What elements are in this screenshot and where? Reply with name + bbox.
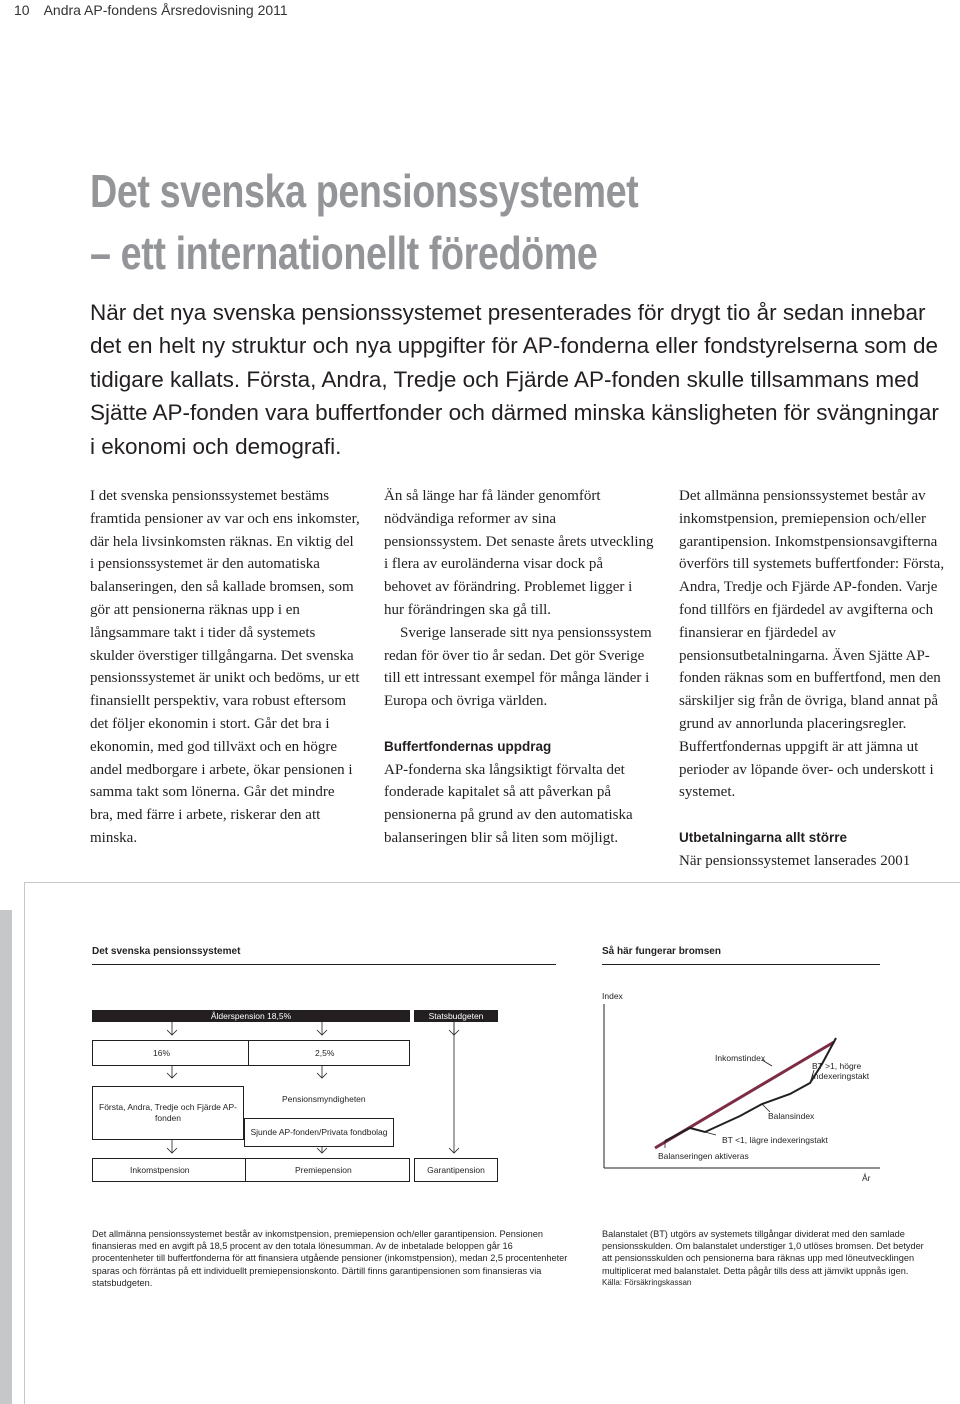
figure-left-caption: Det allmänna pensionssystemet består av inkomstpension, premiepension och/eller garantipension. Pensionen finansieras med en avgift på 18,5 procent av den totala lönesumman. Av de inbetalade beloppen går 16 procentenheter till buffertfonderna för att finansiera utgående pensioner (inkomstpension), medan 2,5 procentenheter sparas och förräntas på ett individuellt premiepensionskonto. Därtill finns garantipensionen som finansieras via statsbudgeten. <box>92 1229 568 1288</box>
balansindex-label: Balansindex <box>768 1111 815 1121</box>
col2-paragraph-3: AP-fonderna ska långsiktigt förvalta det fonderade kapitalet så att påverkan på pensionerna på grund av den automatiska balanseringen blir så liten som möjligt. <box>384 761 633 846</box>
col2-paragraph-1: Än så länge har få länder genomfört nödvändiga reformer av sina pensionssystem. Det senaste årets utveckling i flera av euroländerna visar dock på behovet av förändring. Problemet ligger i hur förändringen ska gå till. <box>384 488 654 618</box>
pensionsmyndigheten-label: Pensionsmyndigheten <box>282 1094 366 1104</box>
col2-heading: Buffertfondernas uppdrag <box>384 738 552 754</box>
title-line-2: – ett internationellt föredöme <box>90 227 598 279</box>
col3-paragraph-2: När pensionssystemet lanserades 2001 <box>679 852 911 869</box>
col2-paragraph-2: Sverige lanserade sitt nya pensionssystem redan för över tio år sedan. Det gör Sverige till ett intressant exempel för många länder i Europa och övriga världen. <box>384 624 652 710</box>
bt-low-label: BT <1, lägre indexeringstakt <box>722 1135 828 1145</box>
figure-left-title: Det svenska pensionssystemet <box>92 946 241 957</box>
chart-y-axis-label: Index <box>602 991 623 1001</box>
alderspension-bar: Ålderspension 18,5% <box>92 1010 410 1022</box>
statsbudgeten-bar: Statsbudgeten <box>414 1010 498 1022</box>
premiepension-label: Premiepension <box>295 1165 352 1175</box>
pct-25-label: 2,5% <box>315 1048 335 1058</box>
col3-paragraph-1: Det allmänna pensionssystemet består av inkomstpension, premiepension och/eller garantipension. Inkomstpensionsavgifterna överförs till systemets buffertfonder: Första, Andra, Tredje och Fjärde AP-fonden. Varje fond tillförs en fjärdedel av avgifterna och finansierar en fjärdedel av pensionsutbetalningarna. Även Sjätte AP-fonden räknas som en buffertfond, men den särskiljer sig från de övriga, bland annat på grund av annorlunda placeringsregler. Buffertfondernas uppgift är att jämna ut perioder av löpande över- och underskott i systemet. <box>679 488 945 801</box>
pct-16-label: 16% <box>153 1048 171 1058</box>
inkomstindex-label: Inkomstindex <box>715 1053 766 1063</box>
title-line-1: Det svenska pensionssystemet <box>90 165 639 217</box>
inkomstpension-label: Inkomstpension <box>130 1165 190 1175</box>
figure-right-caption-text: Balanstalet (BT) utgörs av systemets tillgångar dividerat med den samlade pensionsskulden. Om balanstalet understiger 1,0 utlöses bromsen. Det betyder att pensionsskulden och pensionerna bara räknas upp med löneutvecklingen multiplicerat med balanstalet. Detta pågår tills dess att jämvikt uppnås igen. <box>602 1229 924 1276</box>
balanseringen-aktiveras-label: Balanseringen aktiveras <box>658 1151 749 1161</box>
col3-heading: Utbetalningarna allt större <box>679 829 848 845</box>
figure-right-caption <box>602 1228 924 1289</box>
garantipension-box: Garantipension <box>414 1158 498 1182</box>
sjunde-ap-fonden-box: Sjunde AP-fonden/Privata fondbolag <box>244 1118 394 1147</box>
intro-paragraph: När det nya svenska pensionssystemet presenterades för drygt tio år sedan innebar det en helt ny struktur och nya uppgifter för AP-fonderna eller fondstyrelserna som de tidigare kallats. Första, Andra, Tredje och Fjärde AP-fonden skulle tillsammans med Sjätte AP-fonden vara buffertfonder och därmed minska känsligheten för svängningar i ekonomi och demografi. <box>90 300 939 459</box>
page-number: 10 <box>14 2 30 18</box>
figure-right-source: Källa: Försäkringskassan <box>602 1277 692 1287</box>
chart-x-axis-label: År <box>862 1173 871 1183</box>
figure-right-title: Så här fungerar bromsen <box>602 946 721 957</box>
col1-paragraph: I det svenska pensionssystemet bestäms framtida pensioner av var och ens inkomster, där hela livsinkomsten räknas. En viktig del i pensionssystemet är den automatiska balanseringen, den så kallade bromsen, som gör att pensionerna räknas upp i en långsammare takt i tider då systemets skulder överstiger tillgångarna. Det svenska pensionssystemet är unikt och bedöms, ur ett finansiellt perspektiv, vara robust eftersom det följer ekonomin i stort. Går det bra i ekonomin, med god tillväxt och en högre andel medborgare i arbete, ökar pensionen i samma takt som lönerna. Går det mindre bra, med färre i arbete, riskerar den att minska. <box>90 488 360 846</box>
bt-high-label: BT >1, högre indexeringstakt <box>812 1061 870 1081</box>
ap-fonden-box: Första, Andra, Tredje och Fjärde AP-fonden <box>92 1086 244 1140</box>
publication-name: Andra AP-fondens Årsredovisning 2011 <box>43 2 288 18</box>
